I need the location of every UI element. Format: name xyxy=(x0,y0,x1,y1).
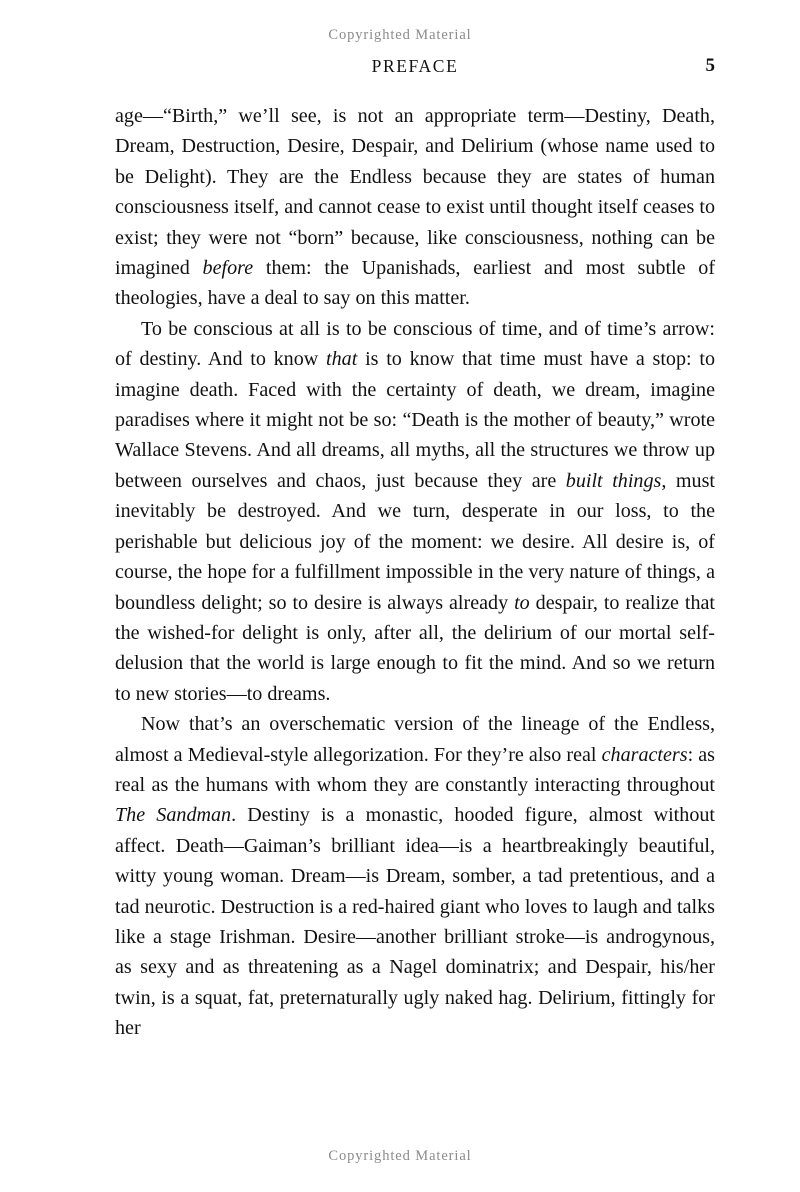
paragraph-2: To be conscious at all is to be conscious of time, and of time’s arrow: of destiny. And to know that is to know that time must have a stop: to imagine death. Faced with the certainty of death, we dream, imagine paradises where it might not be so: “Death is the mother of beauty,” wrote Wallace Stevens. And all dreams, all myths, all the structures we throw up between ourselves and chaos, just because they are built things, must inevitably be destroyed. And we turn, desperate in our loss, to the perishable but delicious joy of the moment: we desire. All desire is, of course, the hope for a fulfillment impossible in the very nature of things, a boundless delight; so to desire is always already to despair, to realize that the wished-for delight is only, after all, the delirium of our mortal self-delusion that the world is large enough to fit the mind. And so we return to new stories—to dreams. xyxy=(115,317,715,705)
page-number: 5 xyxy=(705,55,715,76)
running-head xyxy=(115,56,715,80)
page-body xyxy=(115,101,715,1044)
paragraph-3: Now that’s an overschematic version of the lineage of the Endless, almost a Medieval-style allegorization. For they’re also real characters: as real as the humans with whom they are constantly interacting throughout The Sandman. Destiny is a monastic, hooded figure, almost without affect. Death—Gaiman’s brilliant idea—is a heartbreakingly beautiful, witty young woman. Dream—is Dream, somber, a tad pretentious, and a tad neurotic. Destruction is a red-haired giant who loves to laugh and talks like a stage Irishman. Desire—another brilliant stroke—is androgynous, as sexy and as threatening as a Nagel dominatrix; and Despair, his/her twin, is a squat, fat, preternaturally ugly naked hag. Delirium, fittingly for her xyxy=(115,713,715,1040)
copyright-watermark-bottom: Copyrighted Material xyxy=(328,1148,472,1164)
paragraph-1: age—“Birth,” we’ll see, is not an appropriate term—Destiny, Death, Dream, Destruction, Desire, Despair, and Delirium (whose name used to be Delight). They are the Endless because they are states of human consciousness itself, and cannot cease to exist until thought itself ceases to exist; they were not “born” because, like consciousness, nothing can be imagined before them: the Upanishads, earliest and most subtle of theologies, have a deal to say on this matter. xyxy=(115,105,716,310)
copyright-watermark-top: Copyrighted Material xyxy=(328,27,472,43)
running-head-title: PREFACE xyxy=(371,56,459,76)
